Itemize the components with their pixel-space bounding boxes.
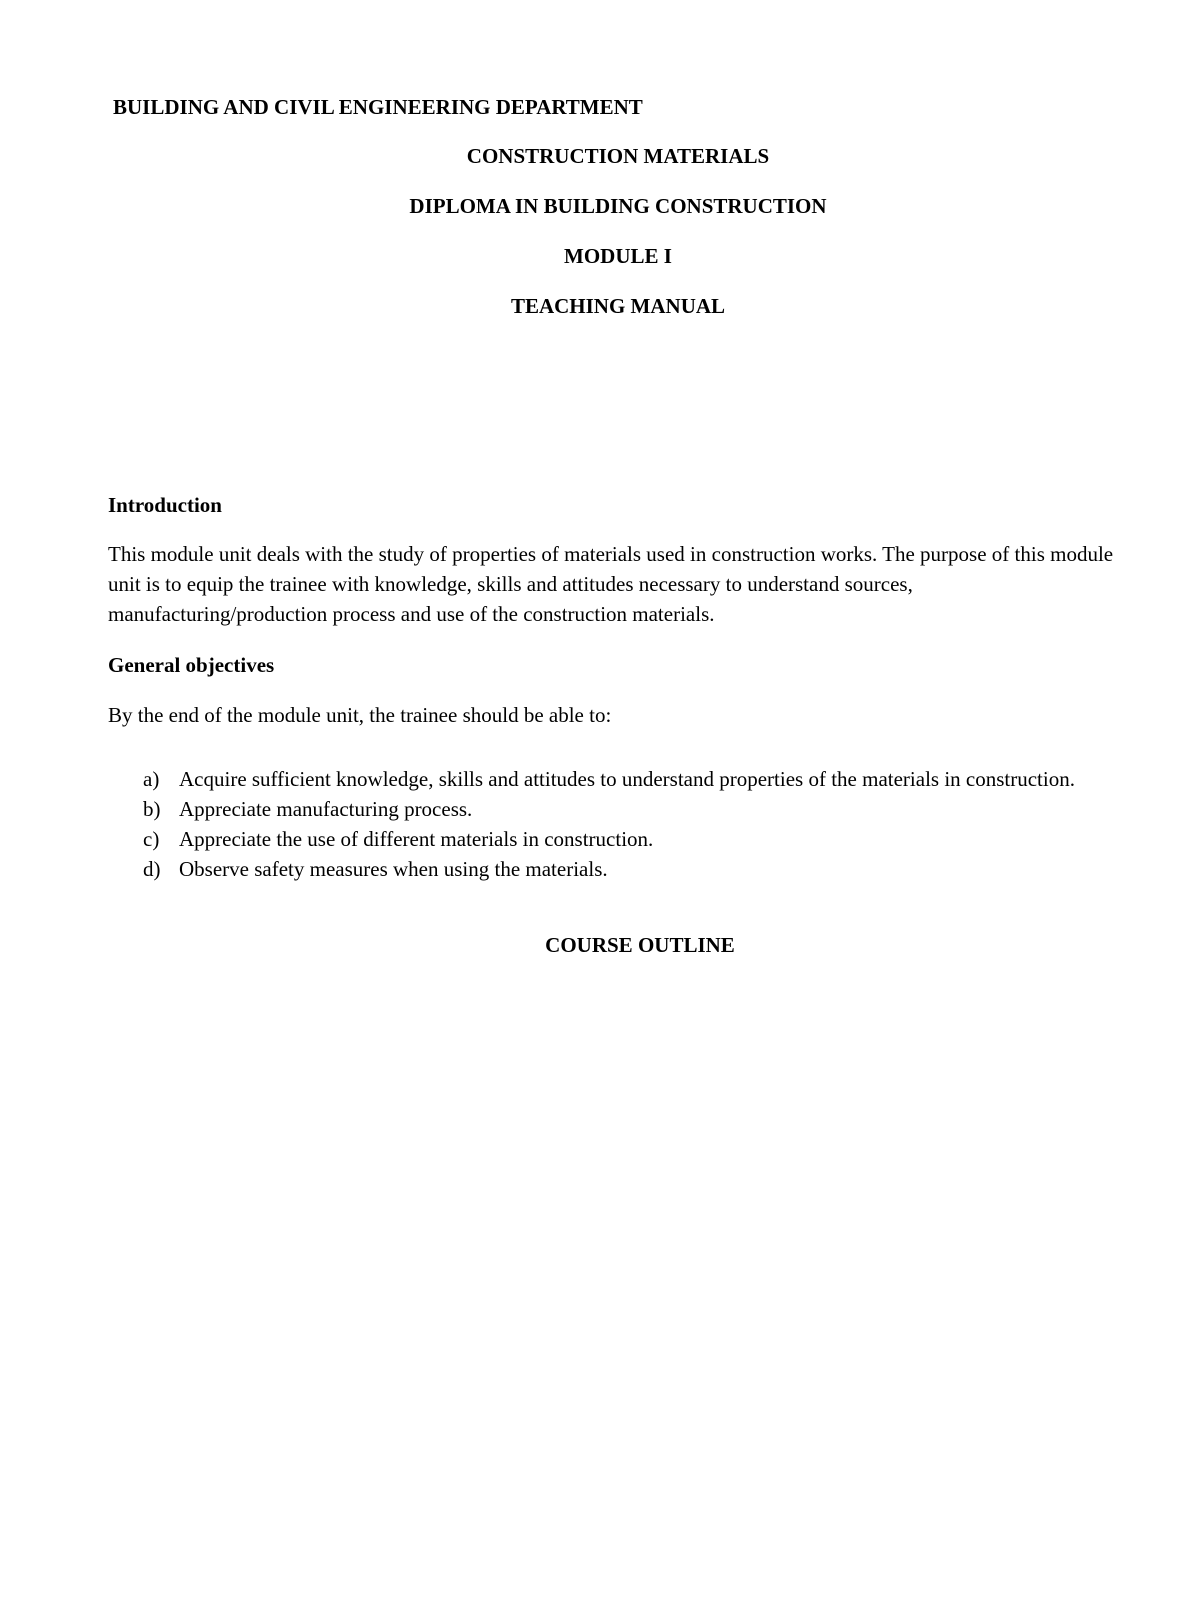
module-title: MODULE I	[564, 244, 672, 268]
objective-item	[108, 794, 1088, 824]
subject-title: CONSTRUCTION MATERIALS	[466, 144, 770, 168]
objective-marker: b)	[143, 797, 161, 821]
objectives-list	[108, 764, 1088, 884]
introduction-paragraph: This module unit deals with the study of properties of materials used in construction works. The purpose of this module unit is to equip the trainee with knowledge, skills and attitudes necessary to understand sources, manufacturing/production process and use of the construction materials.	[108, 542, 1114, 626]
introduction-heading: Introduction	[108, 493, 222, 517]
objective-text: Acquire sufficient knowledge, skills and attitudes to understand properties of the materials in construction.	[179, 767, 1075, 791]
objective-marker: a)	[143, 767, 160, 791]
objective-text: Appreciate the use of different materials in construction.	[179, 827, 654, 851]
document-type-title: TEACHING MANUAL	[510, 294, 726, 318]
objective-marker: d)	[143, 857, 161, 881]
department-title: BUILDING AND CIVIL ENGINEERING DEPARTMENT	[113, 95, 643, 119]
objective-text: Observe safety measures when using the materials.	[179, 857, 608, 881]
objective-text: Appreciate manufacturing process.	[179, 797, 473, 821]
objective-item	[108, 824, 1088, 854]
objective-item	[108, 854, 1088, 884]
general-objectives-heading: General objectives	[108, 653, 275, 677]
objective-marker: c)	[143, 827, 160, 851]
course-outline-heading: COURSE OUTLINE	[545, 933, 735, 957]
programme-title: DIPLOMA IN BUILDING CONSTRUCTION	[409, 194, 827, 218]
objective-item	[108, 764, 1088, 794]
objectives-lead-in: By the end of the module unit, the trainee should be able to:	[108, 703, 612, 727]
